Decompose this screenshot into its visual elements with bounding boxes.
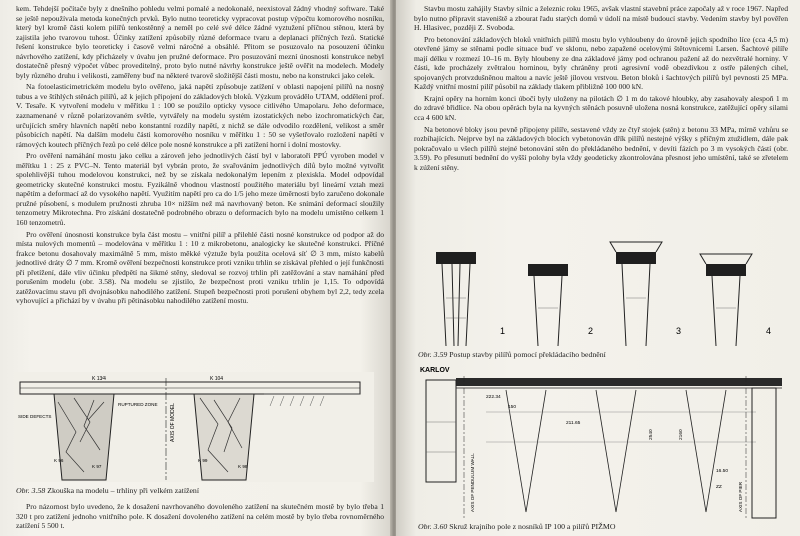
right-text-top xyxy=(414,4,788,174)
right-page xyxy=(396,0,800,536)
figure-caption xyxy=(418,522,788,532)
paragraph: Krajní opěry na horním konci úbočí byly uloženy na pilotách ∅ 1 m do takové hloubky, aby zasahovaly alespoň 1 m do zdravé břidlice. Na obou opěrách byla na kyvných stěnách posuvně uložena nosná konstrukce, zatěžující opěry silami cca 4 600 kN. xyxy=(414,93,788,123)
paragraph: Stavbu mostu zahájily Stavby silnic a železnic roku 1965, avšak vlastní stavební práce započaly až v roce 1967. Napřed bylo nutno připravit staveniště a zbourat řadu starých domů v údolí na místě budoucí stavby. Vedením stavby byl pověřen H. Hlasivec, později Z. Svoboda. xyxy=(414,4,788,33)
label-2160: 2160 xyxy=(679,429,684,440)
figure-end-span-falsework xyxy=(416,362,786,520)
label-ruptured-zone: RUPTURED ZONE xyxy=(118,402,158,407)
label-k99: K 99 xyxy=(198,458,208,463)
label-211-65: 211.65 xyxy=(566,421,581,426)
label-k96: K 96 xyxy=(54,458,64,463)
label-2540: 2540 xyxy=(649,429,654,440)
label-150: 150 xyxy=(508,405,517,410)
label-222-34: 222.34 xyxy=(486,395,501,400)
stage-label-2: 2 xyxy=(588,326,594,336)
label-axis-of-model: AXIS OF MODEL xyxy=(170,403,176,442)
caption-text: Zkouška na modelu – trhliny při velkém zatížení xyxy=(47,486,199,495)
caption-number: Obr. 3.60 xyxy=(418,522,448,531)
label-karlov: KARLOV xyxy=(420,367,450,374)
caption-number: Obr. 3.58 xyxy=(16,486,46,495)
label-zz: ZZ xyxy=(716,485,722,490)
figure-model-cracks xyxy=(14,372,374,482)
stage-label-1: 1 xyxy=(500,326,506,336)
left-text-bottom xyxy=(16,502,384,533)
caption-number: Obr. 3.59 xyxy=(418,350,448,359)
label-side-defects: SIDE DEFECTS xyxy=(18,414,52,419)
label-16-50: 16.50 xyxy=(716,469,729,474)
paragraph: Na fotoelasticimetrickém modelu bylo ověřeno, jaká napětí způsobuje zatížení v oblasti napojení pilířů na nosný tubus a ve štíhlých stěnách pilířů, až k jejich připojení do základových bloků. Výzkum provádělo UTAM, oddělení prof. V. Tesaře. K vytvoření modelu v měřítku 1 : 100 se použilo opticky vysoce citlivého Umapolaru. Jeho deformace, zaznamenané v různě polarizovaném světle, vytvářely na modelu systém izostatických nebo izochromatických čar, určujících směry hlavních napětí nebo konstantní rozdíly napětí, z nichž se dále odvodilo rozdělení, velikost a směr působících napětí. Na dalším modelu části komorového nosníku v měřítku 1 : 50 se vyšetřovalo rozložení napětí v rámových koutech příčných řezů po celé délce pole nosné konstrukce a při zatížení horní i dolní mostovky. xyxy=(16,82,384,149)
label-k104: K 104 xyxy=(210,376,224,382)
paragraph: Pro betonování základových bloků vnitřních pilířů mostu bylo vyhloubeny do úrovně jejich spodního líce (cca 4,5 m) otevřené jámy se stěnami podle situace buď ve sklonu, nebo zapažené ocelovými štětovnicemi Larsen. Šachtové pilíře mají délku v rozmezí 10–16 m. Byly hloubeny ze dna základové jámy pod ochranou pažení až do nezvětralé horniny. V části, kde procházely zvětralou horninou, byly chráněny proti agresivní vodě obezdívkou z ostře pálených cihel, spojovaných protvzdušněnou maltou a navíc ještě jílovou vrstvou. Beton bloků i šachtových pilířů byl pevnosti 25 MPa. Každý vnitřní mostní pilíř působil na základy tlakem přibližně 100 000 kN. xyxy=(414,34,788,92)
paragraph: Pro názornost bylo uvedeno, že k dosažení navrhovaného dovoleného zatížení na skutečném mostě by bylo třeba 1 320 t pro zatížení jednoho vnitřního pole. K dosažení dovoleného zatížení na celém mostě by bylo třeba rovnoměrného zatížení 5 500 t. xyxy=(16,502,384,531)
figure-pier-construction-stages xyxy=(416,238,786,348)
stage-label-4: 4 xyxy=(766,326,772,336)
figure-caption xyxy=(418,350,788,360)
label-axis-pendulum-wall: AXIS OF PENDULUM WALL xyxy=(470,453,475,512)
figure-caption xyxy=(16,486,376,496)
left-text-top xyxy=(16,4,384,308)
paragraph: Na betonové bloky jsou pevně připojeny pilíře, sestavené vždy ze čtyř stojek (stěn) z betonu 33 MPa, mírně vzhůru se rozbíhajících. Nejprve byl na základových blocích vybetonován dřík pilířů nestejné výšky s příčným ztužidlem, dále pak pokračovalo u všech pilířů stejné betonování stěn do překládaného bednění, v devíti fázích po 3 m vysokých částí (obr. 3.59). Po přesunutí bednění do vyšší polohy byla vždy geodeticky zkontrolována přesnost jeho umístění, také se zřetelem k zúžení stěny. xyxy=(414,124,788,172)
caption-text: Skruž krajního pole z nosníků IP 100 a pilířů PIŽMO xyxy=(449,522,616,531)
stage-label-3: 3 xyxy=(676,326,682,336)
caption-text: Postup stavby pilířů pomocí překládacího bednění xyxy=(449,350,606,359)
label-k97: K 97 xyxy=(92,464,102,469)
paragraph: Pro ověření namáhání mostu jako celku a zároveň jeho jednotlivých částí byl v laboratoři PPÚ vyroben model v měřítku 1 : 25 z PVC–N. Tento materiál byl vybrán proto, že svařováním jednotlivých dílů bylo možné vytvořit spolehlivější tuhou modelovou konstrukci, než by se získala nedokonalým lepením z plexiskla. Model odpovídal geometricky skutečné konstrukci mostu. Fyzikálně vhodnou vlastností použitého materiálu byl lineární vztah mezi napětím a deformací až do vysokého napětí. Využitím napětí pro ca do 1/5 jeho meze úměrnosti bylo zaručeno dokonale pružné působení, s modulem pružnosti zhruba 10× nižším než má navrhovaný beton. Ke snímání deformací sloužily tenzometry Mikrotechna. Pro získání dostatečně podrobného obrazu o deformacích bylo na modelu umístěno celkem 1 160 tenzometrů. xyxy=(16,151,384,228)
label-k134: K 13⁄4 xyxy=(92,376,106,382)
left-page xyxy=(0,0,392,536)
label-axis-of-pier: AXIS OF PIER xyxy=(738,481,743,512)
paragraph: kem. Tehdejší počítače byly z dnešního pohledu velmi pomalé a nedokonalé, neexistoval žádný vhodný software. Také se ještě nepoužívala metoda konečných prvků. Bylo nutno teoreticky vypracovat postup výpočtu komorového nosníku, který byl kromě části kolem pilířů tenkostěnný a neměl po celé své délce žádné vyztužení příčnou stěnou, která by zajistila jeho tvarovou tuhost. Účinky zatížení způsobily různé deformace tvaru a deplanaci příčných řezů. Statické řešení konstrukce bylo teoreticky i časově velmi náročné a obsáhlé. Přitom se posuzovalo na posouzení účinku návrhového zatížení, kdy přicházely v úvahu jen pružné deformace. Pro posuzování mezní únosnosti konstrukce nebyl dostatečně přesný výpočet vůbec proveditelný, proto bylo nutné návrhy konstrukce ještě ověřit na modelech. Modely byly různého druhu i velikosti, zaměřeny buď na některé tvarově složitější části mostu, nebo na konstrukci jako celek. xyxy=(16,4,384,80)
paragraph: Pro ověření únosnosti konstrukce byla část mostu – vnitřní pilíř a přilehlé části nosné konstrukce od podpor až do místa nulových momentů – modelována v měřítku 1 : 10 z mikrobetonu, analogicky ke skutečné konstrukci. Příčné frakce betonu dosahovaly maximálně 5 mm, místo měkké výztuže byla použita ocelová síť ∅ 3 mm, místo kabelů jednotlivé dráty ∅ 7 mm. Kromě ověření bezpečnosti konstrukce proti vzniku trhlin se získával přehled o její funkčnosti při přetížení, dále vliv účinku předpětí na šikmé stěny, sledoval se rozvoj trhlin při zatěžování a stav namáhání před porušením modelu (obr. 3.58). Na modelu se zjistilo, že bezpečnost proti vzniku trhlin je 1,15. To odpovídá zatěžovacímu stavu při dvojnásobku nahodilého zatížení. Stupeň bezpečnosti proti porušení obyhem byl 2,2, tedy zcela vyhovující a přichází by v úvahu při pětinásobku nahodilého zatížení mostu. xyxy=(16,229,384,306)
label-k98: K 98 xyxy=(238,464,248,469)
